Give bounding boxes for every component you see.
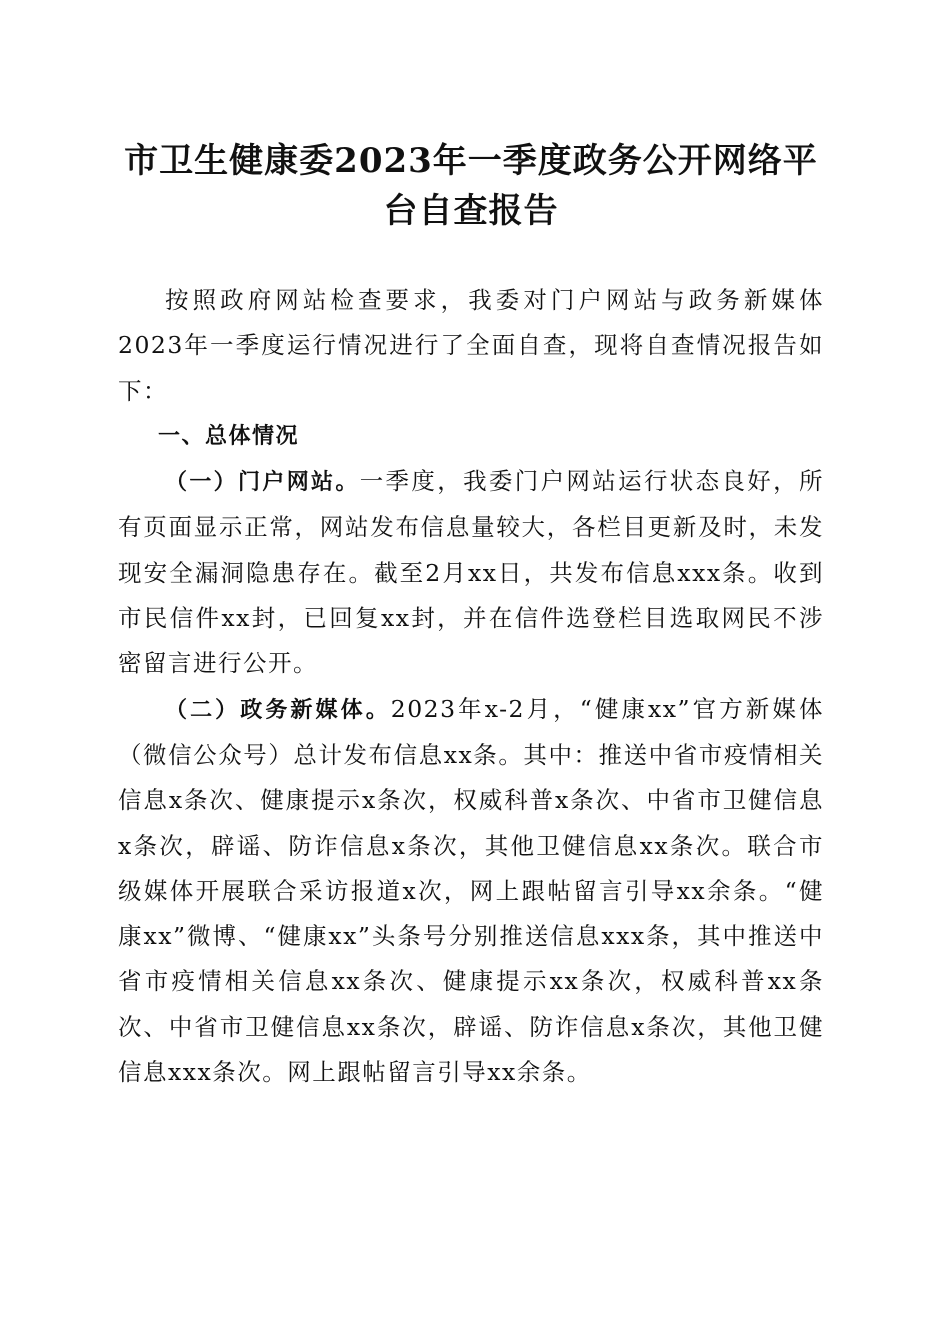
- document-title: 市卫生健康委2023年一季度政务公开网络平台自查报告: [124, 141, 818, 231]
- portal-website-paragraph: [118, 459, 824, 686]
- new-media-paragraph: [118, 687, 824, 1096]
- intro-paragraph: 按照政府网站检查要求，我委对门户网站与政务新媒体2023年一季度运行情况进行了全面自查，现将自查情况报告如下：: [118, 286, 824, 405]
- document-page: [118, 136, 824, 1095]
- section-heading: 一、总体情况: [158, 423, 300, 449]
- portal-website-text: 一季度，我委门户网站运行状态良好，所有页面显示正常，网站发布信息量较大，各栏目更新及时，未发现安全漏洞隐患存在。截至2月xx日，共发布信息xxx条。收到市民信件xx封，已回复xx封，并在信件选登栏目选取网民不涉密留言进行公开。: [118, 467, 824, 678]
- document-body: [118, 278, 824, 1095]
- new-media-lead: （二）政务新媒体。: [165, 697, 391, 723]
- portal-website-lead: （一）门户网站。: [165, 470, 360, 496]
- new-media-text: 2023年x-2月，“健康xx”官方新媒体（微信公众号）总计发布信息xx条。其中：推送中省市疫情相关信息x条次、健康提示x条次，权威科普x条次、中省市卫健信息x条次，辟谣、防诈信息x条次，其他卫健信息xx条次。联合市级媒体开展联合采访报道x次，网上跟帖留言引导xx余条。“健康xx”微博、“健康xx”头条号分别推送信息xxx条，其中推送中省市疫情相关信息xx条次、健康提示xx条次，权威科普xx条次、中省市卫健信息xx条次，辟谣、防诈信息x条次，其他卫健信息xxx条次。网上跟帖留言引导xx余条。: [118, 694, 824, 1087]
